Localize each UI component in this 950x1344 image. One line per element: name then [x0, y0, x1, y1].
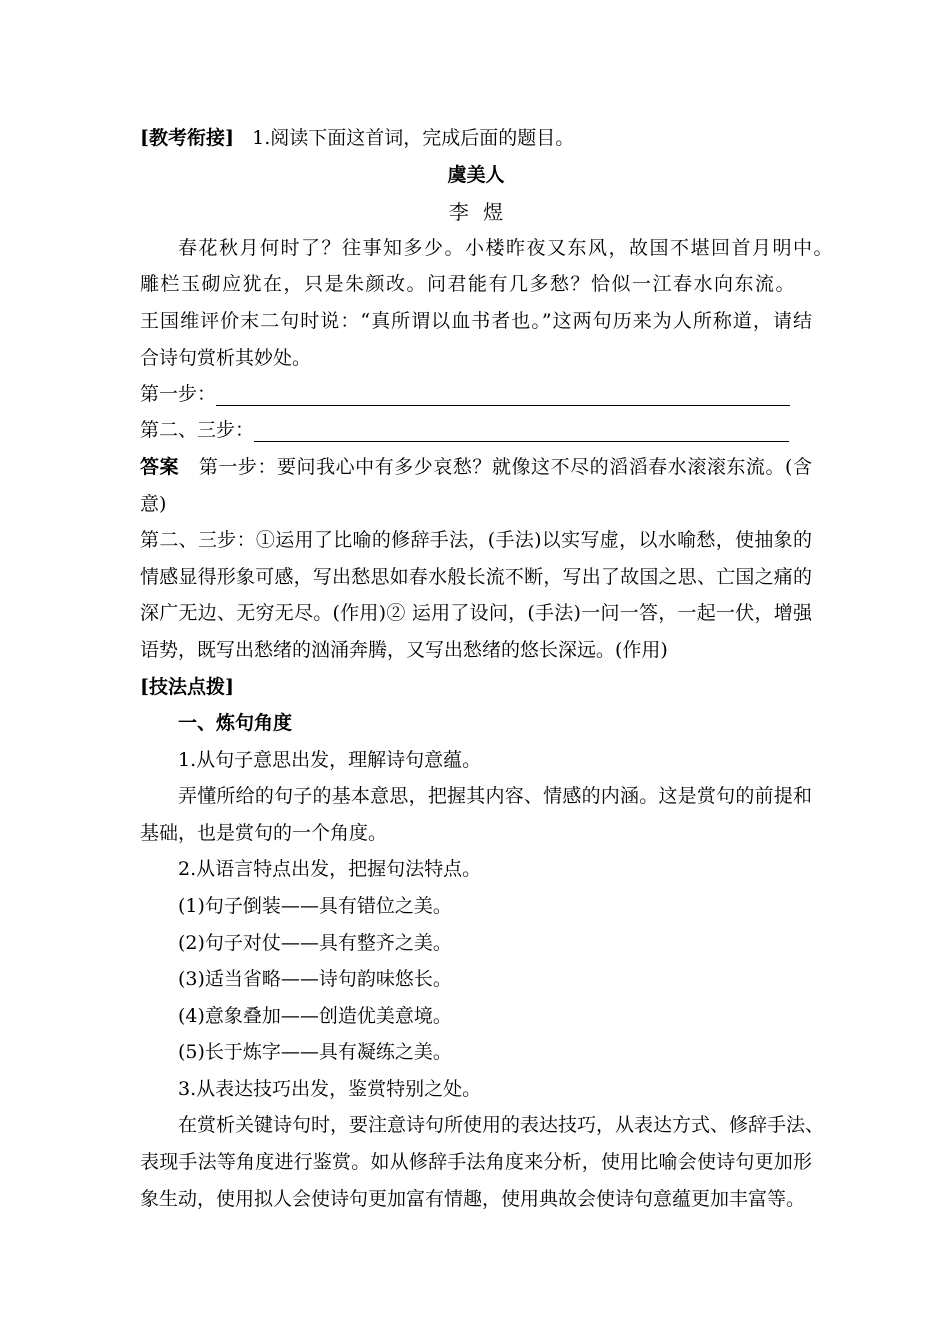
method-tag: [技法点拨]: [140, 676, 234, 698]
answer-line-2: 意): [140, 493, 167, 515]
answer-line-4: 情感显得形象可感，写出愁思如春水般长流不断，写出了故国之思、亡国之痛的: [140, 566, 812, 588]
method-item: (5)长于炼字——具有凝练之美。: [178, 1041, 452, 1063]
poem-title: 虞美人: [447, 164, 505, 186]
method-item: (4)意象叠加——创造优美意境。: [178, 1005, 452, 1027]
method-para-5-line-1: 在赏析关键诗句时，要注意诗句所使用的表达技巧，从表达方式、修辞手法、: [178, 1114, 825, 1136]
poem-line-2: 雕栏玉砌应犹在，只是朱颜改。问君能有几多愁？恰似一江春水向东流。: [140, 273, 797, 295]
method-para-2-line-2: 基础，也是赏句的一个角度。: [140, 822, 388, 844]
step1-row: [140, 382, 790, 406]
method-item: (2)句子对仗——具有整齐之美。: [178, 932, 452, 954]
step1-label: 第一步：: [140, 383, 217, 405]
step1-answer-blank[interactable]: [216, 387, 790, 406]
method-para-5-line-3: 象生动，使用拟人会使诗句更加富有情趣，使用典故会使诗句意蕴更加丰富等。: [140, 1188, 806, 1210]
question-line-1: 王国维评价末二句时说：“真所谓以血书者也。”这两句历来为人所称道，请结: [140, 310, 812, 332]
method-para-5-line-2: 表现手法等角度进行鉴赏。如从修辞手法角度来分析，使用比喻会使诗句更加形: [140, 1151, 812, 1173]
step23-label: 第二、三步：: [140, 419, 255, 441]
intro-text: 1.阅读下面这首词，完成后面的题目。: [252, 127, 575, 149]
step23-answer-blank[interactable]: [254, 423, 789, 442]
poem-line-1: 春花秋月何时了？往事知多少。小楼昨夜又东风，故国不堪回首月明中。: [178, 237, 835, 259]
method-point-3: 3.从表达技巧出发，鉴赏特别之处。: [178, 1078, 482, 1100]
answer-line-1: [140, 455, 812, 479]
answer-text-1: 第一步：要问我心中有多少哀愁？就像这不尽的滔滔春水滚滚东流。(含: [198, 456, 812, 478]
method-point-1: 1.从句子意思出发，理解诗句意蕴。: [178, 749, 482, 771]
method-heading: 一、炼句角度: [178, 712, 293, 734]
answer-line-5: 深广无边、无穷无尽。(作用)② 运用了设问，(手法)一问一答，一起一伏，增强: [140, 602, 812, 624]
question-line-2: 合诗句赏析其妙处。: [140, 347, 312, 369]
answer-line-3: 第二、三步：①运用了比喻的修辞手法，(手法)以实写虚，以水喻愁，使抽象的: [140, 529, 812, 551]
step23-row: [140, 418, 789, 442]
intro-line: [140, 126, 574, 150]
method-item: (1)句子倒装——具有错位之美。: [178, 895, 452, 917]
method-item: (3)适当省略——诗句韵味悠长。: [178, 968, 452, 990]
answer-label: 答案: [140, 456, 180, 478]
method-point-2: 2.从语言特点出发，把握句法特点。: [178, 858, 482, 880]
answer-line-6: 语势，既写出愁绪的汹涌奔腾，又写出愁绪的悠长深远。(作用): [140, 639, 668, 661]
intro-tag: [教考衔接]: [140, 127, 234, 149]
poem-author: 李 煜: [448, 200, 504, 224]
method-para-2-line-1: 弄懂所给的句子的基本意思，把握其内容、情感的内涵。这是赏句的前提和: [178, 785, 812, 807]
